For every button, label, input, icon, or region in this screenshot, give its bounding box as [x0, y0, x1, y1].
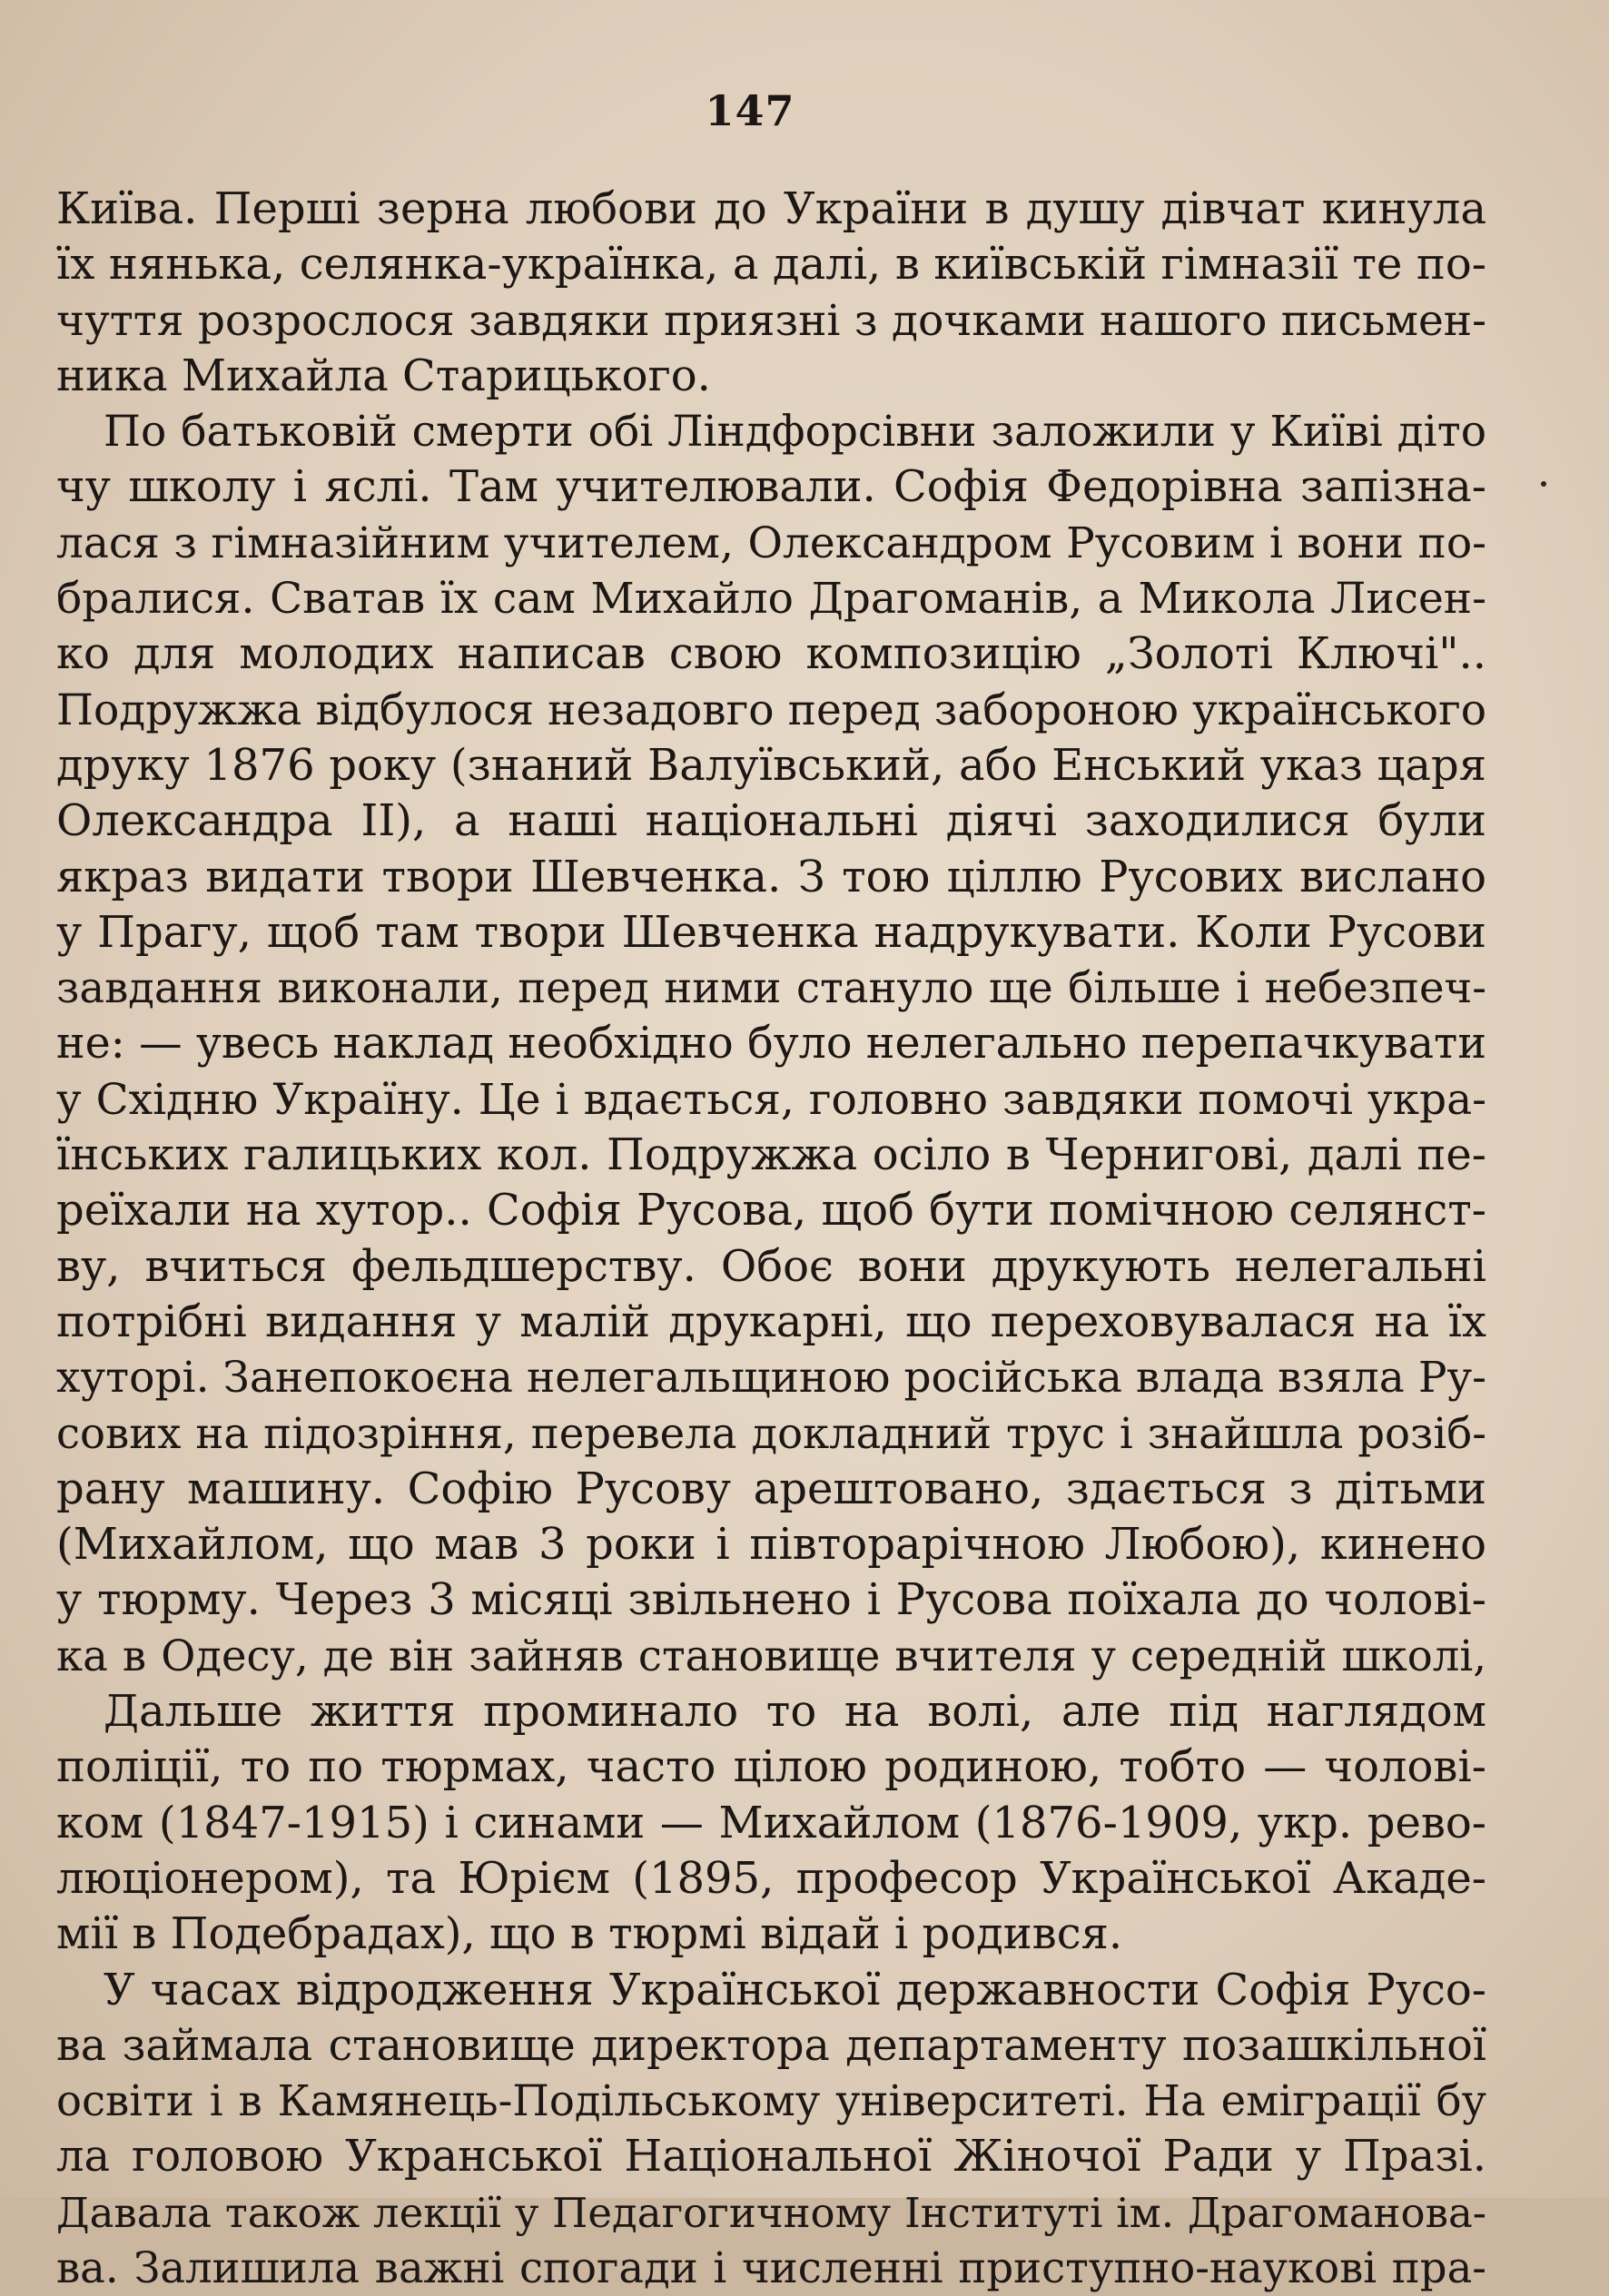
- text-line: Давала також лекції у Педагогичному Інституті ім. Драгоманова-: [56, 2188, 1486, 2237]
- text-line: Подружжа відбулося незадовго перед забороною українського: [56, 685, 1486, 735]
- text-line: ко для молодих написав свою композицію „Золоті Ключі"..: [56, 628, 1486, 680]
- text-line: друку 1876 року (знаний Валуївський, або Енський указ царя: [56, 739, 1486, 791]
- text-line: якраз видати твори Шевченка. З тою ціллю Русових вислано: [56, 851, 1486, 902]
- text-line: Олександра II), а наші національні діячі заходилися були: [56, 795, 1486, 847]
- text-line: у Східню Україну. Це і вдається, головно завдяки помочі укра-: [56, 1074, 1486, 1125]
- text-line: (Михайлом, що мав 3 роки і півторарічною Любою), кинено: [56, 1519, 1486, 1571]
- text-line: бралися. Сватав їх сам Михайло Драгоманів, а Микола Лисен-: [56, 574, 1486, 625]
- text-line: хуторі. Занепокоєна нелегальщиною російська влада взяла Ру-: [56, 1353, 1486, 1404]
- text-line: у тюрму. Через 3 місяці звільнено і Русова поїхала до чолові-: [56, 1574, 1486, 1626]
- text-line: ника Михайла Старицького.: [56, 350, 711, 401]
- text-line: У часах відродження Української державности Софія Русо-: [104, 1964, 1486, 2015]
- text-line: чуття розрослося завдяки приязні з дочками нашого письмен-: [56, 295, 1486, 346]
- text-line: їнських галицьких кол. Подружжа осіло в Чернигові, далі пе-: [56, 1129, 1486, 1181]
- margin-mark: [1541, 481, 1546, 487]
- text-line: ла головою Укранської Національної Жіночої Ради у Празі.: [56, 2131, 1486, 2183]
- text-line: По батьковій смерти обі Ліндфорсівни заложили у Київі діто: [104, 407, 1486, 458]
- text-line: люціонером), та Юрієм (1895, професор Української Акаде-: [56, 1852, 1486, 1904]
- text-line: чу школу і яслі. Там учителювали. Софія Федорівна запізна-: [56, 461, 1486, 513]
- text-line: мії в Подебрадах), що в тюрмі відай і родився.: [56, 1908, 1123, 1960]
- text-line: їх нянька, селянка-українка, а далі, в київській гімназії те по-: [56, 239, 1486, 291]
- text-line: не: — увесь наклад необхідно було нелегально перепачкувати: [56, 1019, 1486, 1069]
- text-line: потрібні видання у малій друкарні, що переховувалася на їх: [56, 1296, 1486, 1347]
- text-line: Київа. Перші зерна любови до України в душу дівчат кинула: [56, 183, 1486, 234]
- text-line: освіти і в Камянець-Подільському університеті. На еміграції бу: [56, 2076, 1486, 2126]
- text-line: ком (1847-1915) і синами — Михайлом (1876-1909, укр. рево-: [56, 1797, 1486, 1848]
- text-line: реїхали на хутор.. Софія Русова, щоб бути помічною селянст-: [56, 1185, 1486, 1237]
- text-line: завдання виконали, перед ними стануло ще більше і небезпеч-: [56, 963, 1486, 1013]
- text-line: сових на підозріння, перевела докладний трус і знайшла розіб-: [56, 1408, 1486, 1458]
- text-line: ва. Залишила важні спогади і численні приступно-наукові пра-: [56, 2242, 1486, 2292]
- text-line: лася з гімназійним учителем, Олександром Русовим і вони по-: [56, 517, 1486, 568]
- page-number: 147: [705, 86, 795, 135]
- text-line: ва займала становище директора департаменту позашкільної: [56, 2020, 1486, 2071]
- text-line: ву, вчиться фельдшерству. Обоє вони друкують нелегальні: [56, 1240, 1486, 1292]
- text-line: поліції, то по тюрмах, часто цілою родиною, тобто — чолові-: [56, 1741, 1486, 1793]
- text-line: рану машину. Софію Русову арештовано, здається з дітьми: [56, 1463, 1486, 1514]
- text-line: у Прагу, щоб там твори Шевченка надрукувати. Коли Русови: [56, 906, 1486, 958]
- text-line: Дальше життя проминало то на волі, але під наглядом: [104, 1686, 1486, 1738]
- body-text: [56, 182, 1486, 2296]
- text-line: ка в Одесу, де він зайняв становище вчителя у середній школі,: [56, 1631, 1486, 1680]
